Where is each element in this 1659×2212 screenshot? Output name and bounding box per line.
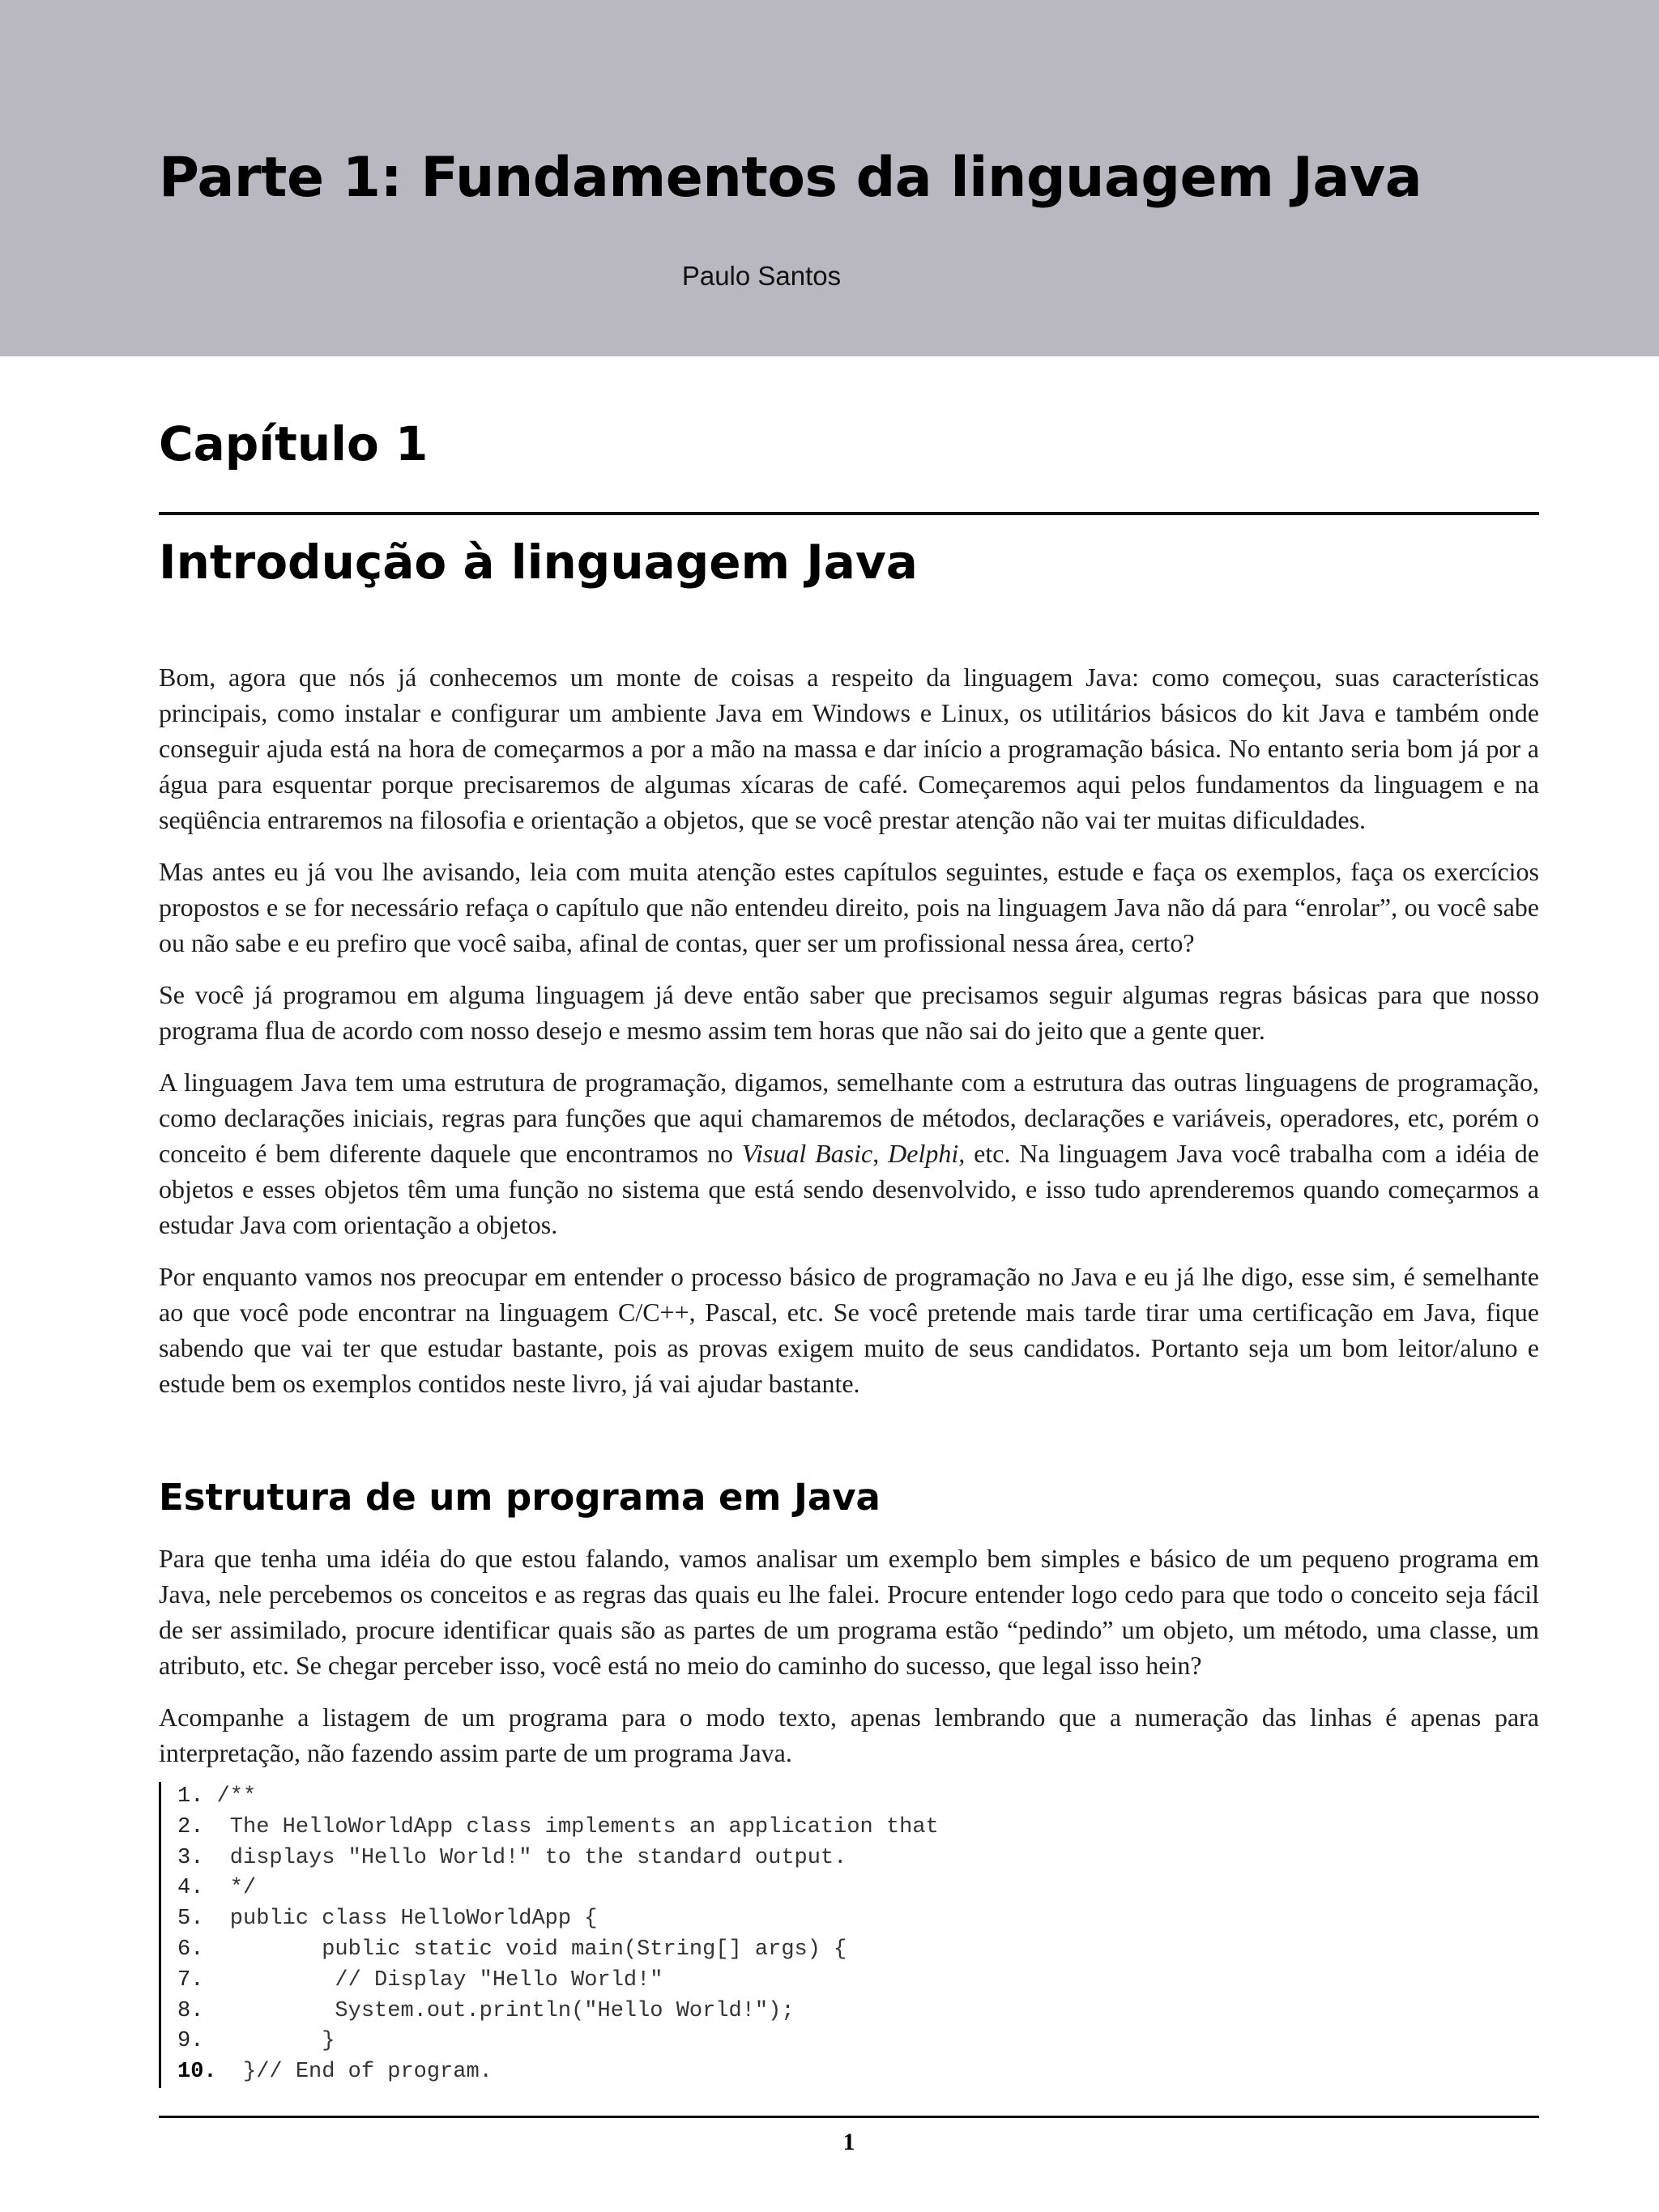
code-text: The HelloWorldApp class implements an application that [203, 1814, 939, 1839]
line-number: 3. [177, 1845, 204, 1870]
paragraph: Se você já programou em alguma linguagem já deve então saber que precisamos seguir algumas regras básicas para que nosso programa flua de acordo com nosso desejo e mesmo assim tem horas que não sai do jeito que a gente quer. [159, 980, 1539, 1045]
chapter-label: Capítulo 1 [159, 416, 429, 471]
code-text: // Display "Hello World!" [203, 1967, 663, 1993]
code-text: System.out.println("Hello World!"); [203, 1998, 795, 2023]
code-line [177, 1935, 1230, 1966]
paragraph [159, 1064, 1539, 1242]
code-text: public static void main(String[] args) { [203, 1937, 847, 1962]
author-name: Paulo Santos [681, 261, 842, 291]
code-text: public class HelloWorldApp { [203, 1907, 598, 1932]
emphasis-delphi: Delphi, [888, 1139, 966, 1168]
code-text: } [203, 2029, 335, 2054]
line-number: 1. [177, 1784, 204, 1809]
code-line [177, 1966, 1230, 1997]
part-header-band [0, 0, 1659, 356]
paragraph: Acompanhe a listagem de um programa para o modo texto, apenas lembrando que a numeração das linhas é apenas para interpretação, não fazendo assim parte de um programa Java. [159, 1703, 1539, 1767]
code-line [177, 1813, 1230, 1843]
code-listing [159, 1782, 1230, 2088]
code-line [177, 2027, 1230, 2057]
code-line [177, 1843, 1230, 1874]
chapter-divider [159, 512, 1539, 515]
code-text: displays "Hello World!" to the standard output. [203, 1845, 847, 1870]
code-text: }// End of program. [216, 2060, 493, 2085]
paragraph: Mas antes eu já vou lhe avisando, leia com muita atenção estes capítulos seguintes, estude e faça os exemplos, faça os exercícios propostos e se for necessário refaça o capítulo que não entendeu direito, pois na linguagem Java não dá para “enrolar”, ou você sabe ou não sabe e eu prefiro que você saiba, afinal de contas, quer ser um profissional nessa área, certo? [159, 857, 1539, 957]
paragraph-text: etc. Na linguagem Java você trabalha com a idéia de objetos e esses objetos têm uma função no sistema que está sendo desenvolvido, e isso tudo aprenderemos quando começarmos a estudar Java com orientação a objetos. [159, 1139, 1539, 1239]
line-number: 5. [177, 1907, 204, 1932]
code-line [177, 1997, 1230, 2027]
code-line [177, 1873, 1230, 1904]
code-line [177, 1782, 1230, 1813]
section-heading: Estrutura de um programa em Java [159, 1476, 881, 1519]
line-number: 9. [177, 2029, 204, 2054]
line-number: 4. [177, 1876, 204, 1901]
paragraph: Bom, agora que nós já conhecemos um monte de coisas a respeito da linguagem Java: como começou, suas características principais, como instalar e configurar um ambiente Java em Windows e Linux, os utilitários básicos do kit Java e também onde conseguir ajuda está na hora de começarmos a por a mão na massa e dar início a programação básica. No entanto seria bom já por a água para esquentar porque precisaremos de algumas xícaras de café. Começaremos aqui pelos fundamentos da linguagem e na seqüência entraremos na filosofia e orientação a objetos, que se você prestar atenção não vai ter muitas dificuldades. [159, 663, 1539, 834]
paragraph: Para que tenha uma idéia do que estou falando, vamos analisar um exemplo bem simples e básico de um pequeno programa em Java, nele percebemos os conceitos e as regras das quais eu lhe falei. Procure entender logo cedo para que todo o conceito seja fácil de ser assimilado, procure identificar quais são as partes de um programa estão “pedindo” um objeto, um método, uma classe, um atributo, etc. Se chegar perceber isso, você está no meio do caminho do sucesso, que legal isso hein? [159, 1544, 1539, 1680]
section-body [159, 1541, 1539, 1787]
code-line [177, 2057, 1230, 2088]
code-text: */ [203, 1876, 257, 1901]
chapter-title: Introdução à linguagem Java [159, 535, 918, 590]
emphasis-visual-basic: Visual Basic [741, 1139, 873, 1168]
page-number: 1 [842, 2129, 855, 2155]
separator-text: , [872, 1139, 889, 1168]
line-number: 7. [177, 1967, 204, 1993]
intro-body [159, 659, 1539, 1417]
footer-divider [159, 2116, 1539, 2118]
line-number: 2. [177, 1814, 204, 1839]
code-line [177, 1904, 1230, 1935]
part-title: Parte 1: Fundamentos da linguagem Java [159, 146, 1422, 210]
code-text: /** [203, 1784, 257, 1809]
line-number: 8. [177, 1998, 204, 2023]
line-number: 10. [177, 2060, 217, 2085]
paragraph: Por enquanto vamos nos preocupar em entender o processo básico de programação no Java e eu já lhe digo, esse sim, é semelhante ao que você pode encontrar na linguagem C/C++, Pascal, etc. Se você pretende mais tarde tirar uma certificação em Java, fique sabendo que vai ter que estudar bastante, pois as provas exigem muito de seus candidatos. Portanto seja um bom leitor/aluno e estude bem os exemplos contidos neste livro, já vai ajudar bastante. [159, 1262, 1539, 1398]
line-number: 6. [177, 1937, 204, 1962]
paragraph-text: A linguagem Java tem uma estrutura de programação, digamos, semelhante com a estrutura das outras linguagens de programação, como declarações iniciais, regras para funções que aqui chamaremos de métodos, declarações e variáveis, operadores, etc, porém o conceito é bem diferente daquele que encontramos no [159, 1068, 1539, 1168]
